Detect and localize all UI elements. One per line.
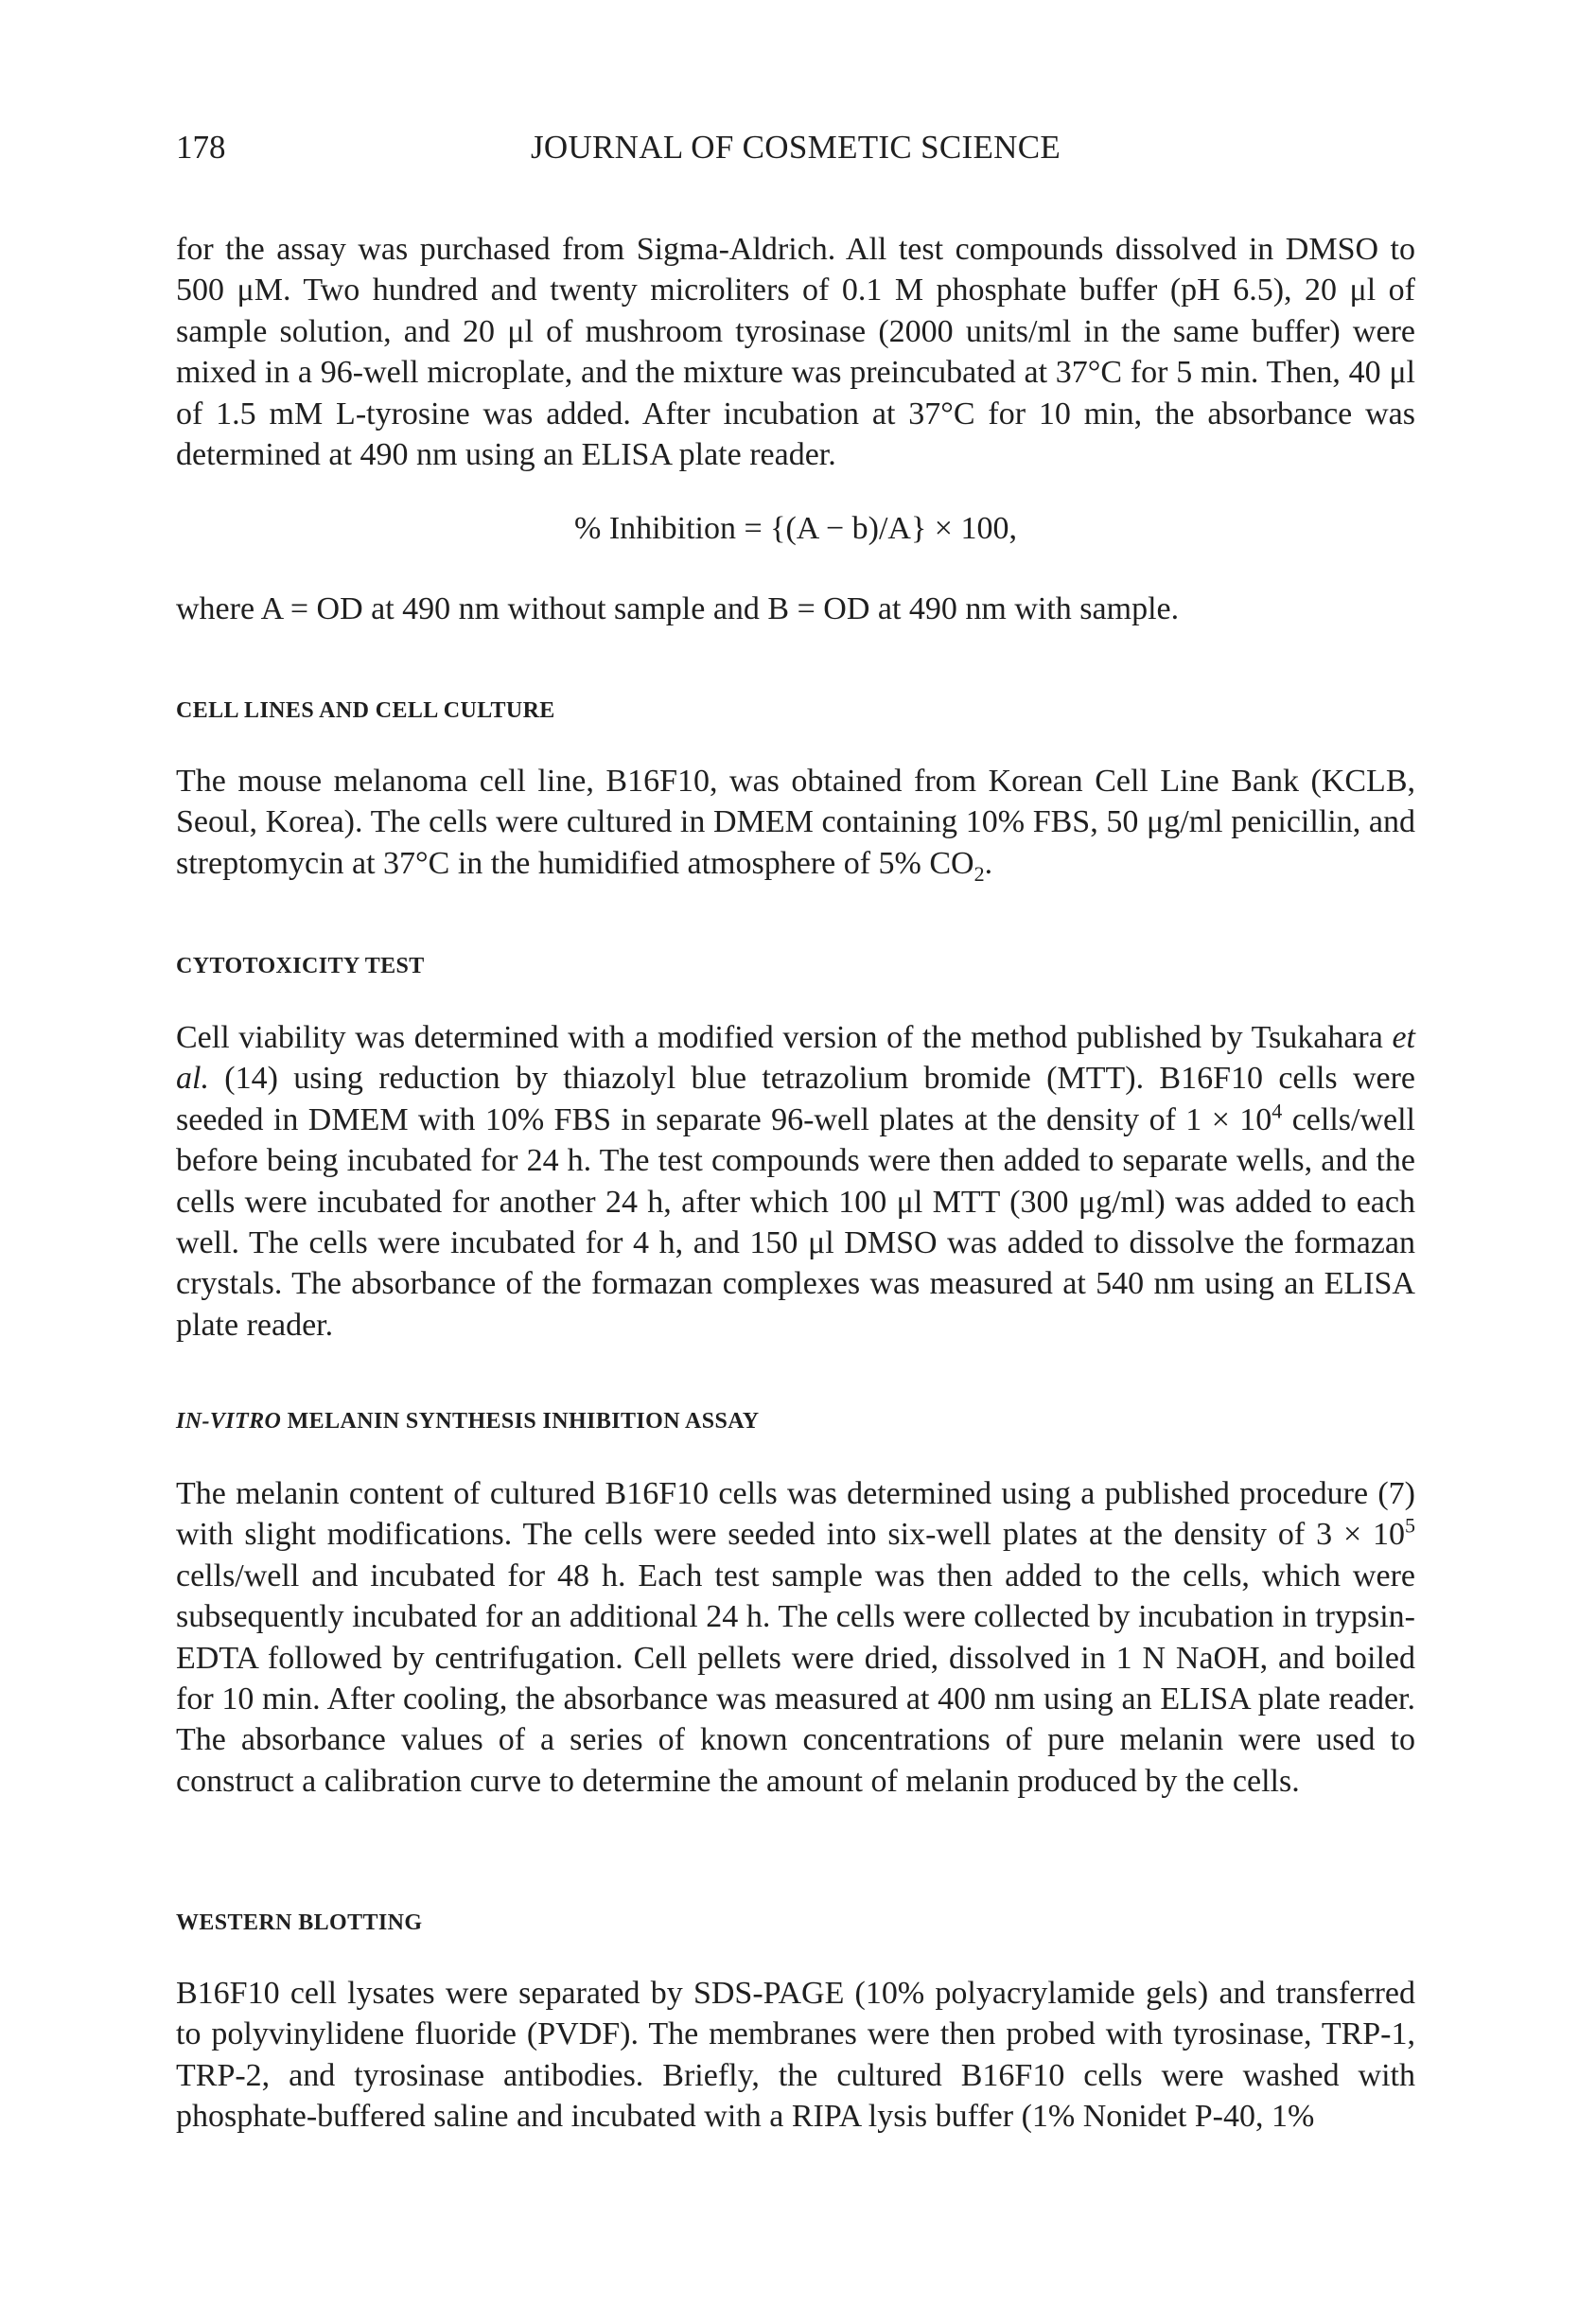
page-number: 178	[176, 129, 226, 166]
cell-lines-paragraph	[176, 761, 1415, 884]
melanin-paragraph	[176, 1473, 1415, 1802]
heading-melanin-text: MELANIN SYNTHESIS INHIBITION ASSAY	[281, 1409, 760, 1434]
et-al-italic: et al.	[176, 1020, 1415, 1097]
journal-title: JOURNAL OF COSMETIC SCIENCE	[530, 129, 1061, 166]
cell-lines-text: The mouse melanoma cell line, B16F10, was obtained from Korean Cell Line Bank (KCLB, Seoul, Korea). The cells were cultured in DMEM containing 10% FBS, 50 μg/ml penicillin, and streptomycin at 37°C in the humidified atmosphere of 5% CO	[176, 764, 1415, 881]
inhibition-equation: % Inhibition = {(A − b)/A} × 100,	[574, 511, 1017, 546]
melanin-text-a: The melanin content of cultured B16F10 cells was determined using a published procedure (7) with slight modifications. The cells were seeded into six-well plates at the density of 3 × 10	[176, 1476, 1415, 1553]
section-heading-cytotoxicity: CYTOTOXICITY TEST	[176, 954, 425, 978]
cytotoxicity-text-a: Cell viability was determined with a modified version of the method published by Tsukahara	[176, 1020, 1393, 1055]
density-exponent: 4	[1272, 1099, 1283, 1123]
western-blotting-paragraph: B16F10 cell lysates were separated by SDS-PAGE (10% polyacrylamide gels) and transferred to polyvinylidene fluoride (PVDF). The membranes were then probed with tyrosinase, TRP-1, TRP-2, and tyrosinase antibodies. Briefly, the cultured B16F10 cells were washed with phosphate-buffered saline and incubated with a RIPA lysis buffer (1% Nonidet P-40, 1%	[176, 1976, 1415, 2135]
section-heading-cell-lines: CELL LINES AND CELL CULTURE	[176, 698, 555, 723]
melanin-density-exponent: 5	[1405, 1514, 1415, 1539]
melanin-text-b: cells/well and incubated for 48 h. Each test sample was then added to the cells, which were subsequently incubated for an additional 24 h. The cells were collected by incubation in trypsin-EDTA followed by centrifugation. Cell pellets were dried, dissolved in 1 N NaOH, and boiled for 10 min. After cooling, the absorbance was measured at 400 nm using an ELISA plate reader. The absorbance values of a series of known concentrations of pure melanin were used to construct a calibration curve to determine the amount of melanin produced by the cells.	[176, 1558, 1415, 1799]
intro-paragraph: for the assay was purchased from Sigma-Aldrich. All test compounds dissolved in DMSO to 500 μM. Two hundred and twenty microliters of 0.1 M phosphate buffer (pH 6.5), 20 μl of sample solution, and 20 μl of mushroom tyrosinase (2000 units/ml in the same buffer) were mixed in a 96-well microplate, and the mixture was preincubated at 37°C for 5 min. Then, 40 μl of 1.5 mM L-tyrosine was added. After incubation at 37°C for 10 min, the absorbance was determined at 490 nm using an ELISA plate reader.	[176, 232, 1415, 473]
cytotoxicity-text-c: cells/well before being incubated for 24 h. The test compounds were then added to separate wells, and the cells were incubated for another 24 h, after which 100 μl MTT (300 μg/ml) was added to each well. The cells were incubated for 4 h, and 150 μl DMSO was added to dissolve the formazan crystals. The absorbance of the formazan complexes was measured at 540 nm using an ELISA plate reader.	[176, 1101, 1415, 1343]
cell-lines-end: .	[984, 845, 993, 881]
heading-in-vitro: IN-VITRO	[176, 1409, 282, 1434]
cytotoxicity-text-b: (14) using reduction by thiazolyl blue tetrazolium bromide (MTT). B16F10 cells were seeded in DMEM with 10% FBS in separate 96-well plates at the density of 1 × 10	[176, 1061, 1415, 1137]
equation-note: where A = OD at 490 nm without sample and B = OD at 490 nm with sample.	[176, 591, 1180, 626]
section-heading-western-blotting: WESTERN BLOTTING	[176, 1910, 423, 1935]
section-heading-melanin	[176, 1407, 760, 1435]
co2-subscript: 2	[973, 861, 985, 886]
cytotoxicity-paragraph	[176, 1017, 1415, 1346]
running-head	[176, 127, 1415, 168]
